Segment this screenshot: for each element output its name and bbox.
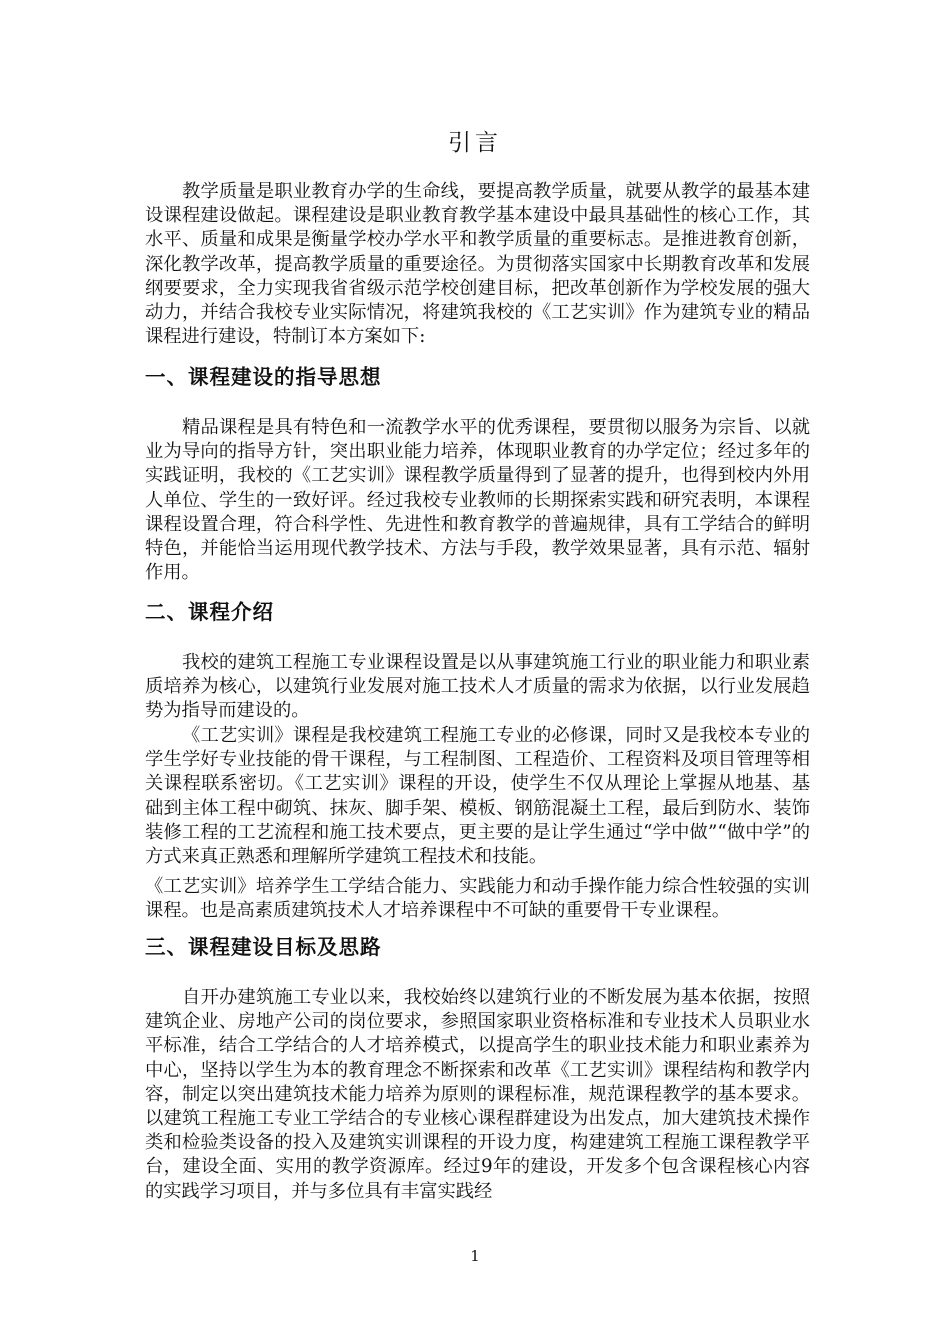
section-3-paragraph: 自开办建筑施工专业以来，我校始终以建筑行业的不断发展为基本依据，按照建筑企业、房地产公司的岗位要求，参照国家职业资格标准和专业技术人员职业水平标准，结合工学结合的人才培养模式，以提高学生的职业技术能力和职业素养为中心，坚持以学生为本的教育理念不断探索和改革《工艺实训》课程结构和教学内容，制定以突出建筑技术能力培养为原则的课程标准，规范课程教学的基本要求。以建筑工程施工专业工学结合的专业核心课程群建设为出发点，加大建筑技术操作类和检验类设备的投入及建筑实训课程的开设力度，构建建筑工程施工课程教学平台，建设全面、实用的教学资源库。经过9年的建设，开发多个包含课程核心内容的实践学习项目，并与多位具有丰富实践经 <box>145 987 810 1202</box>
section-2-paragraph-3: 《工艺实训》培养学生工学结合能力、实践能力和动手操作能力综合性较强的实训课程。也是高素质建筑技术人才培养课程中不可缺的重要骨干专业课程。 <box>145 876 810 922</box>
section-2-paragraph-2: 《工艺实训》课程是我校建筑工程施工专业的必修课，同时又是我校本专业的学生学好专业技能的骨干课程，与工程制图、工程造价、工程资料及项目管理等相关课程联系密切。《工艺实训》课程的开设，使学生不仅从理论上掌握从地基、基础到主体工程中砌筑、抹灰、脚手架、模板、钢筋混凝土工程，最后到防水、装饰装修工程的工艺流程和施工技术要点，更主要的是让学生通过“学中做”“做中学”的方式来真正熟悉和理解所学建筑工程技术和技能。 <box>145 725 810 868</box>
page-number: 1 <box>470 1247 480 1265</box>
section-2-paragraph-1: 我校的建筑工程施工专业课程设置是以从事建筑施工行业的职业能力和职业素质培养为核心，以建筑行业发展对施工技术人才质量的需求为依据，以行业发展趋势为指导而建设的。 <box>145 652 810 722</box>
section-heading-guiding-ideology: 一、课程建设的指导思想 <box>145 365 382 389</box>
section-heading-goals: 三、课程建设目标及思路 <box>145 935 382 959</box>
section-heading-course-intro: 二、课程介绍 <box>145 600 274 624</box>
page-title: 引言 <box>448 130 502 156</box>
section-1-paragraph: 精品课程是具有特色和一流教学水平的优秀课程，要贯彻以服务为宗旨、以就业为导向的指导方针，突出职业能力培养，体现职业教育的办学定位；经过多年的实践证明，我校的《工艺实训》课程教学质量得到了显著的提升，也得到校内外用人单位、学生的一致好评。经过我校专业教师的长期探索实践和研究表明，本课程课程设置合理，符合科学性、先进性和教育教学的普遍规律，具有工学结合的鲜明特色，并能恰当运用现代教学技术、方法与手段，教学效果显著，具有示范、辐射作用。 <box>145 417 810 584</box>
intro-paragraph: 教学质量是职业教育办学的生命线，要提高教学质量，就要从教学的最基本建设课程建设做起。课程建设是职业教育教学基本建设中最具基础性的核心工作，其水平、质量和成果是衡量学校办学水平和教学质量的重要标志。是推进教育创新，深化教学改革，提高教学质量的重要途径。为贯彻落实国家中长期教育改革和发展纲要要求，全力实现我省省级示范学校创建目标，把改革创新作为学校发展的强大动力，并结合我校专业实际情况，将建筑我校的《工艺实训》作为建筑专业的精品课程进行建设，特制订本方案如下: <box>145 181 810 348</box>
